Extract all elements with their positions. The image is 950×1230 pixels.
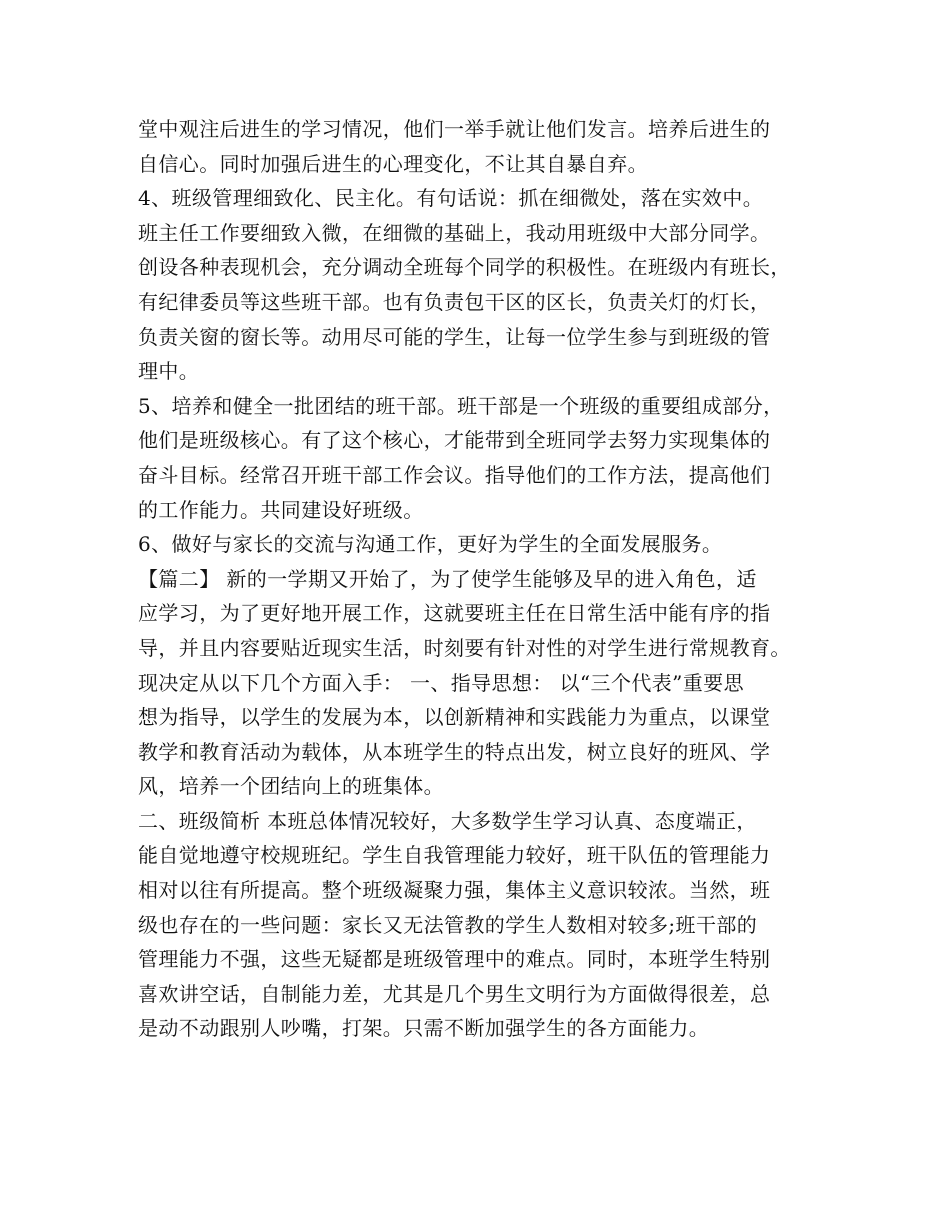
- text-line: 班主任工作要细致入微，在细微的基础上，我动用班级中大部分同学。: [138, 220, 771, 245]
- text-line: 自信心。同时加强后进生的心理变化，不让其自暴自弃。: [138, 151, 648, 176]
- text-line: 风，培养一个团结向上的班集体。: [138, 774, 444, 799]
- text-line: 管理能力不强，这些无疑都是班级管理中的难点。同时，本班学生特别: [138, 947, 771, 972]
- text-line: 应学习，为了更好地开展工作，这就要班主任在日常生活中能有序的指: [138, 601, 771, 626]
- text-line: 6、做好与家长的交流与沟通工作，更好为学生的全面发展服务。: [138, 532, 723, 557]
- text-line: 想为指导，以学生的发展为本，以创新精神和实践能力为重点，以课堂: [138, 705, 771, 730]
- text-line: 有纪律委员等这些班干部。也有负责包干区的区长，负责关灯的灯长，: [138, 289, 771, 314]
- text-line: 是动不动跟别人吵嘴，打架。只需不断加强学生的各方面能力。: [138, 1016, 710, 1041]
- text-line: 的工作能力。共同建设好班级。: [138, 497, 424, 522]
- text-line: 相对以往有所提高。整个班级凝聚力强，集体主义意识较浓。当然，班: [138, 878, 771, 903]
- text-line: 导，并且内容要贴近现实生活，时刻要有针对性的对学生进行常规教育。: [138, 635, 791, 660]
- text-line: 理中。: [138, 359, 200, 384]
- text-line: 5、培养和健全一批团结的班干部。班干部是一个班级的重要组成部分，: [138, 393, 784, 418]
- text-line: 创设各种表现机会，充分调动全班每个同学的积极性。在班级内有班长，: [138, 255, 791, 280]
- text-line: 级也存在的一些问题：家长又无法管教的学生人数相对较多;班干部的: [138, 912, 758, 937]
- text-line: 4、班级管理细致化、民主化。有句话说：抓在细微处，落在实效中。: [138, 186, 764, 211]
- text-line: 能自觉地遵守校规班纪。学生自我管理能力较好，班干队伍的管理能力: [138, 843, 771, 868]
- text-line: 堂中观注后进生的学习情况，他们一举手就让他们发言。培养后进生的: [138, 117, 771, 141]
- text-line: 奋斗目标。经常召开班干部工作会议。指导他们的工作方法，提高他们: [138, 462, 771, 487]
- text-line: 负责关窗的窗长等。动用尽可能的学生，让每一位学生参与到班级的管: [138, 324, 771, 349]
- text-line: 现决定从以下几个方面入手： 一、指导思想： 以“三个代表”重要思: [138, 670, 744, 695]
- text-line: 他们是班级核心。有了这个核心，才能带到全班同学去努力实现集体的: [138, 428, 771, 453]
- text-line: 教学和教育活动为载体，从本班学生的特点出发，树立良好的班风、学: [138, 739, 771, 764]
- text-line: 【篇二】 新的一学期又开始了，为了使学生能够及早的进入角色，适: [138, 566, 757, 591]
- text-line: 喜欢讲空话，自制能力差，尤其是几个男生文明行为方面做得很差，总: [138, 981, 771, 1006]
- text-line: 二、班级简析 本班总体情况较好，大多数学生学习认真、态度端正，: [138, 808, 757, 833]
- document-body: [138, 112, 828, 1046]
